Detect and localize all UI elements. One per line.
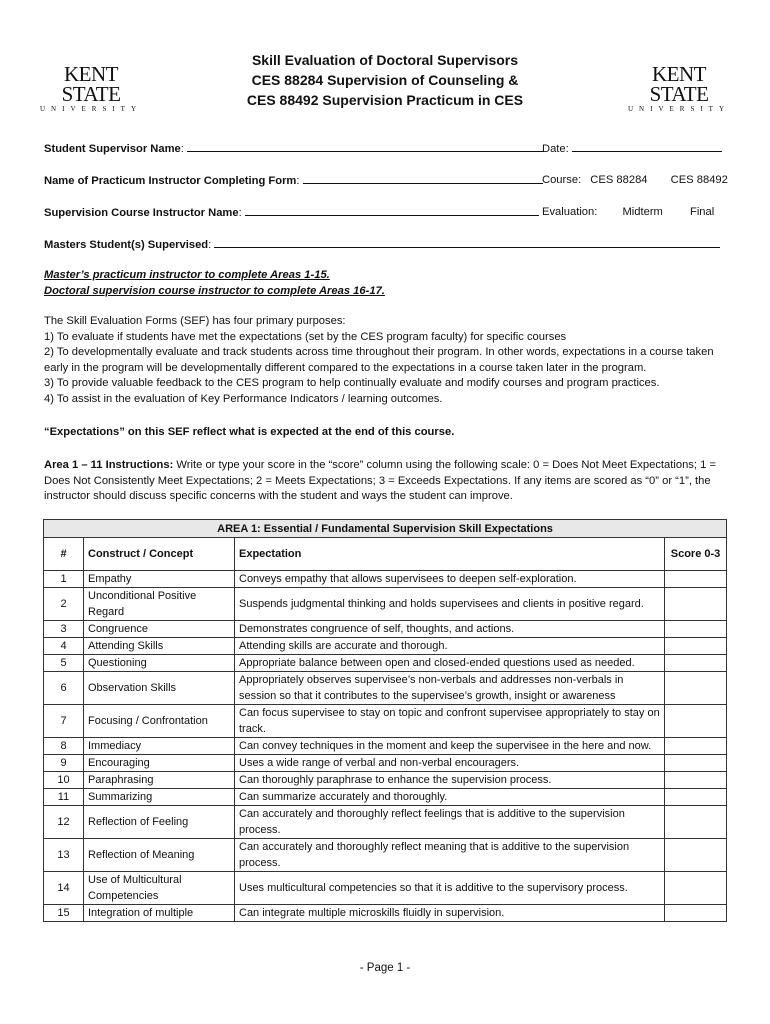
row-expectation: Uses a wide range of verbal and non-verbal encouragers. xyxy=(235,755,665,772)
row-score-cell[interactable] xyxy=(665,772,727,789)
row-number: 2 xyxy=(44,588,84,621)
logo-subtext: UNIVERSITY xyxy=(40,105,142,113)
row-number: 11 xyxy=(44,789,84,806)
row-score-cell[interactable] xyxy=(665,621,727,638)
row-number: 6 xyxy=(44,672,84,705)
instructions-label: Area 1 – 11 Instructions: xyxy=(44,459,174,471)
row-construct: Observation Skills xyxy=(84,672,235,705)
table-row xyxy=(44,839,727,872)
table-row xyxy=(44,571,727,588)
row-score-cell[interactable] xyxy=(665,588,727,621)
masters-students-field[interactable] xyxy=(214,237,720,248)
practicum-instructor-field[interactable] xyxy=(303,173,543,184)
row-expectation: Can focus supervisee to stay on topic and confront supervisee appropriately to stay on track. xyxy=(235,705,665,738)
row-score-cell[interactable] xyxy=(665,872,727,905)
row-construct: Questioning xyxy=(84,655,235,672)
kent-state-logo-right xyxy=(624,64,734,114)
masters-students-label: Masters Student(s) Supervised xyxy=(44,239,209,251)
student-supervisor-row: Student Supervisor Name: xyxy=(44,141,543,156)
table-row xyxy=(44,738,727,755)
purposes-intro: The Skill Evaluation Forms (SEF) has four primary purposes: xyxy=(44,315,346,327)
completion-note xyxy=(44,268,724,299)
purpose-3: 3) To provide valuable feedback to the CES program to help continually evaluate and modify courses and program practices. xyxy=(44,377,660,389)
row-score-cell[interactable] xyxy=(665,571,727,588)
table-row xyxy=(44,621,727,638)
table-row xyxy=(44,806,727,839)
row-expectation: Can summarize accurately and thoroughly. xyxy=(235,789,665,806)
kent-state-logo-left xyxy=(36,64,146,114)
row-score-cell[interactable] xyxy=(665,839,727,872)
row-score-cell[interactable] xyxy=(665,789,727,806)
row-construct: Use of Multicultural Competencies xyxy=(84,872,235,905)
row-expectation: Uses multicultural competencies so that it is additive to the supervisory process. xyxy=(235,872,665,905)
student-supervisor-field[interactable] xyxy=(187,141,543,152)
course-option-88492[interactable]: CES 88492 xyxy=(670,174,728,186)
table-heading: AREA 1: Essential / Fundamental Supervision Skill Expectations xyxy=(44,520,727,538)
row-score-cell[interactable] xyxy=(665,806,727,839)
logo-wordmark: KENT STATE xyxy=(61,62,121,106)
row-expectation: Can accurately and thoroughly reflect meaning that is additive to the supervision process. xyxy=(235,839,665,872)
expectations-note: “Expectations” on this SEF reflect what is expected at the end of this course. xyxy=(44,426,455,438)
row-number: 12 xyxy=(44,806,84,839)
evaluation-option-midterm[interactable]: Midterm xyxy=(622,206,663,218)
row-expectation: Appropriately observes supervisee’s non-verbals and addresses non-verbals in session so that it contributes to the supervisee’s growth, insight or awareness xyxy=(235,672,665,705)
row-score-cell[interactable] xyxy=(665,905,727,922)
supervision-instructor-label: Supervision Course Instructor Name xyxy=(44,207,239,219)
completion-note-line-2: Doctoral supervision course instructor to complete Areas 16-17. xyxy=(44,284,385,297)
row-construct: Unconditional Positive Regard xyxy=(84,588,235,621)
row-construct: Encouraging xyxy=(84,755,235,772)
row-expectation: Demonstrates congruence of self, thoughts, and actions. xyxy=(235,621,665,638)
instructions-text: Write or type your score in the “score” column using the following scale: 0 = Does Not Meet Expectations; 1 = Does Not Consistently Meet Expectations; 2 = Meets Expectations; 3 = Exceeds Expectations. If any items are scored as “0” or “1”, the instructor should discuss specific concerns with the student and ways the student can improve. xyxy=(44,459,716,502)
row-expectation: Appropriate balance between open and closed-ended questions used as needed. xyxy=(235,655,665,672)
practicum-instructor-label: Name of Practicum Instructor Completing Form xyxy=(44,175,297,187)
row-score-cell[interactable] xyxy=(665,738,727,755)
row-score-cell[interactable] xyxy=(665,705,727,738)
supervision-instructor-row: Supervision Course Instructor Name: xyxy=(44,205,539,220)
row-number: 4 xyxy=(44,638,84,655)
row-construct: Summarizing xyxy=(84,789,235,806)
title-line-3: CES 88492 Supervision Practicum in CES xyxy=(246,92,524,108)
date-field[interactable] xyxy=(572,141,722,152)
supervision-instructor-field[interactable] xyxy=(245,205,539,216)
course-option-88284[interactable]: CES 88284 xyxy=(590,174,648,186)
row-number: 5 xyxy=(44,655,84,672)
row-construct: Integration of multiple xyxy=(84,905,235,922)
course-label: Course: xyxy=(542,174,582,186)
logo-subtext: UNIVERSITY xyxy=(628,105,730,113)
page-number: - Page 1 - xyxy=(359,962,411,974)
table-column-headers xyxy=(44,538,727,571)
table-row xyxy=(44,905,727,922)
table-row xyxy=(44,638,727,655)
row-expectation: Can thoroughly paraphrase to enhance the supervision process. xyxy=(235,772,665,789)
row-score-cell[interactable] xyxy=(665,672,727,705)
row-construct: Reflection of Feeling xyxy=(84,806,235,839)
purpose-1: 1) To evaluate if students have met the expectations (set by the CES program faculty) for specific courses xyxy=(44,330,567,343)
table-row xyxy=(44,672,727,705)
practicum-instructor-row: Name of Practicum Instructor Completing Form: xyxy=(44,173,543,188)
row-number: 3 xyxy=(44,621,84,638)
row-number: 13 xyxy=(44,839,84,872)
completion-note-line-1: Master’s practicum instructor to complete Areas 1-15. xyxy=(44,269,330,281)
evaluation-option-final[interactable]: Final xyxy=(689,206,715,218)
row-construct: Attending Skills xyxy=(84,638,235,655)
row-number: 15 xyxy=(44,905,84,922)
row-number: 9 xyxy=(44,755,84,772)
title-line-1: Skill Evaluation of Doctoral Supervisors xyxy=(251,52,519,68)
student-supervisor-label: Student Supervisor Name xyxy=(44,143,181,155)
title-line-2: CES 88284 Supervision of Counseling & xyxy=(251,72,519,88)
column-header-score: Score 0-3 xyxy=(665,538,727,571)
table-heading-row xyxy=(44,520,727,538)
table-row xyxy=(44,755,727,772)
row-expectation: Attending skills are accurate and thorough. xyxy=(235,638,665,655)
row-expectation: Can accurately and thoroughly reflect feelings that is additive to the supervision process. xyxy=(235,806,665,839)
table-row xyxy=(44,655,727,672)
column-header-number: # xyxy=(44,538,84,571)
column-header-expectation: Expectation xyxy=(235,538,665,571)
course-row xyxy=(542,173,728,187)
row-expectation: Conveys empathy that allows supervisees to deepen self-exploration. xyxy=(235,571,665,588)
row-score-cell[interactable] xyxy=(665,655,727,672)
row-expectation: Can integrate multiple microskills fluidly in supervision. xyxy=(235,905,665,922)
date-row xyxy=(542,141,722,156)
row-number: 14 xyxy=(44,872,84,905)
row-construct: Focusing / Confrontation xyxy=(84,705,235,738)
row-construct: Congruence xyxy=(84,621,235,638)
purpose-4: 4) To assist in the evaluation of Key Performance Indicators / learning outcomes. xyxy=(44,392,443,405)
row-construct: Immediacy xyxy=(84,738,235,755)
row-number: 8 xyxy=(44,738,84,755)
row-number: 1 xyxy=(44,571,84,588)
table-row xyxy=(44,705,727,738)
table-row xyxy=(44,772,727,789)
area-1-table xyxy=(43,519,727,922)
row-number: 10 xyxy=(44,772,84,789)
row-score-cell[interactable] xyxy=(665,755,727,772)
masters-students-row: Masters Student(s) Supervised: xyxy=(44,237,720,252)
column-header-construct: Construct / Concept xyxy=(84,538,235,571)
row-expectation: Suspends judgmental thinking and holds supervisees and clients in positive regard. xyxy=(235,588,665,621)
table-row xyxy=(44,872,727,905)
row-expectation: Can convey techniques in the moment and keep the supervisee in the here and now. xyxy=(235,738,665,755)
date-label: Date: xyxy=(542,143,569,155)
logo-wordmark: KENT STATE xyxy=(649,62,709,106)
row-construct: Reflection of Meaning xyxy=(84,839,235,872)
table-row xyxy=(44,789,727,806)
row-score-cell[interactable] xyxy=(665,638,727,655)
purpose-2: 2) To developmentally evaluate and track students across time throughout their program. In other words, expectations in a course taken early in the program will be developmentally different compared to the expectations in a course taken later in the program. xyxy=(44,346,714,374)
document-title xyxy=(200,50,570,110)
purposes-section xyxy=(44,314,724,407)
table-row xyxy=(44,588,727,621)
evaluation-label: Evaluation: xyxy=(542,206,598,218)
evaluation-row xyxy=(542,205,714,219)
row-construct: Empathy xyxy=(84,571,235,588)
row-construct: Paraphrasing xyxy=(84,772,235,789)
row-number: 7 xyxy=(44,705,84,738)
instructions xyxy=(44,458,724,505)
